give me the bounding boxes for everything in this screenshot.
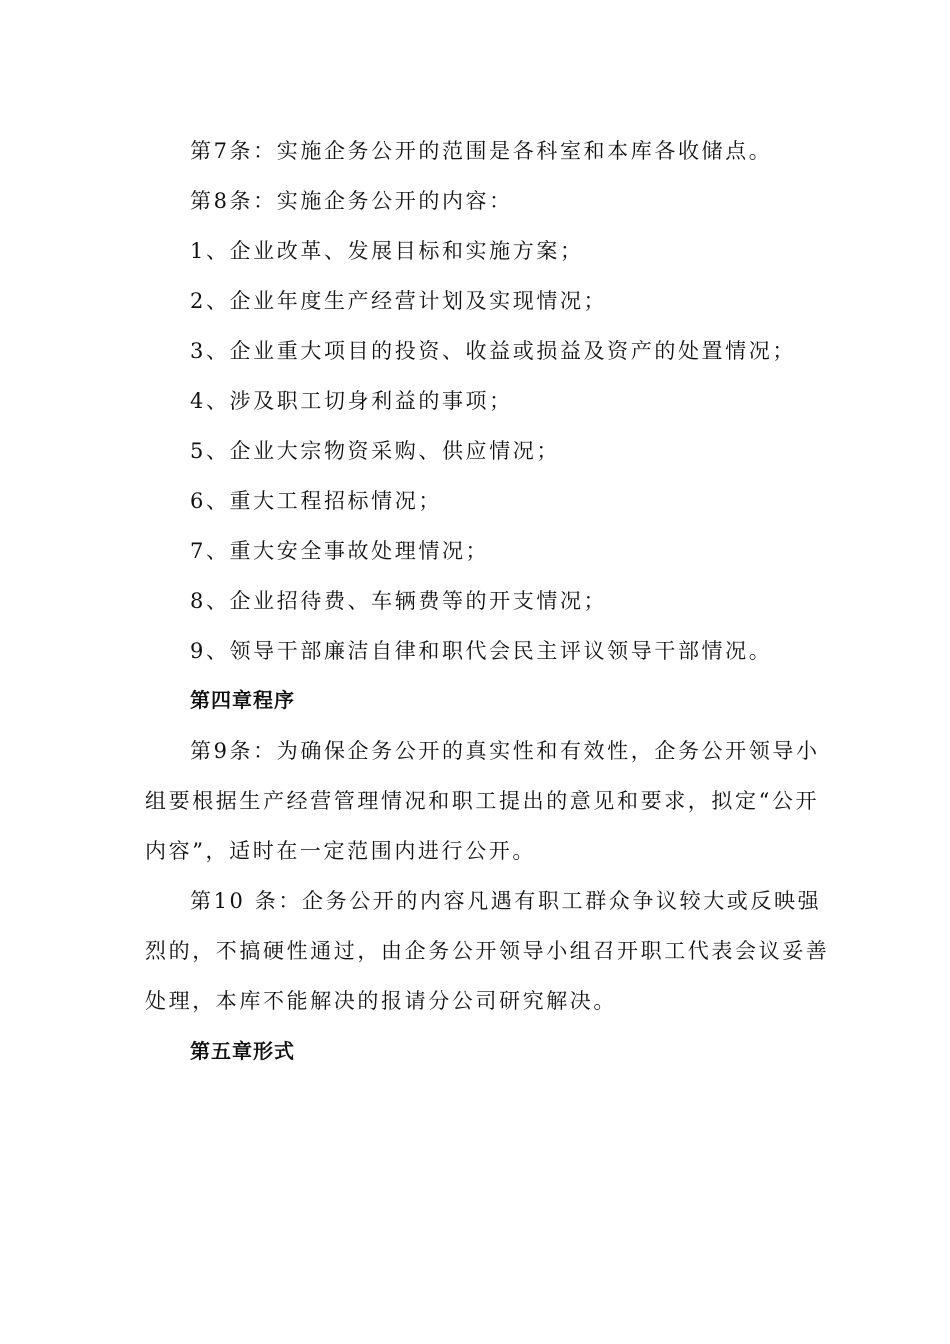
article-9-line-1: 第9条：为确保企务公开的真实性和有效性，企务公开领导小	[190, 739, 820, 763]
chapter-4-heading: 第四章程序	[190, 688, 295, 712]
list-item: 2、企业年度生产经营计划及实现情况；	[190, 289, 608, 313]
article-10-line-2: 烈的，不搞硬性通过，由企务公开领导小组召开职工代表会议妥善	[145, 939, 830, 963]
article-9-line-3: 内容”，适时在一定范围内进行公开。	[145, 839, 536, 863]
list-item: 7、重大安全事故处理情况；	[190, 539, 490, 563]
list-item: 4、涉及职工切身利益的事项；	[190, 389, 513, 413]
list-item: 9、领导干部廉洁自律和职代会民主评议领导干部情况。	[190, 639, 773, 663]
list-item: 1、企业改革、发展目标和实施方案；	[190, 239, 584, 263]
article-7: 第7条：实施企务公开的范围是各科室和本库各收储点。	[190, 139, 773, 163]
article-9-line-2: 组要根据生产经营管理情况和职工提出的意见和要求，拟定“公开	[145, 789, 820, 813]
article-10-line-1: 第10 条：企务公开的内容凡遇有职工群众争议较大或反映强	[190, 889, 822, 913]
article-8: 第8条：实施企务公开的内容：	[190, 189, 513, 213]
list-item: 6、重大工程招标情况；	[190, 489, 442, 513]
chapter-5-heading: 第五章形式	[190, 1039, 295, 1063]
list-item: 5、企业大宗物资采购、供应情况；	[190, 439, 560, 463]
article-10-line-3: 处理，本库不能解决的报请分公司研究解决。	[145, 989, 617, 1013]
list-item: 8、企业招待费、车辆费等的开支情况；	[190, 589, 608, 613]
list-item: 3、企业重大项目的投资、收益或损益及资产的处置情况；	[190, 339, 796, 363]
